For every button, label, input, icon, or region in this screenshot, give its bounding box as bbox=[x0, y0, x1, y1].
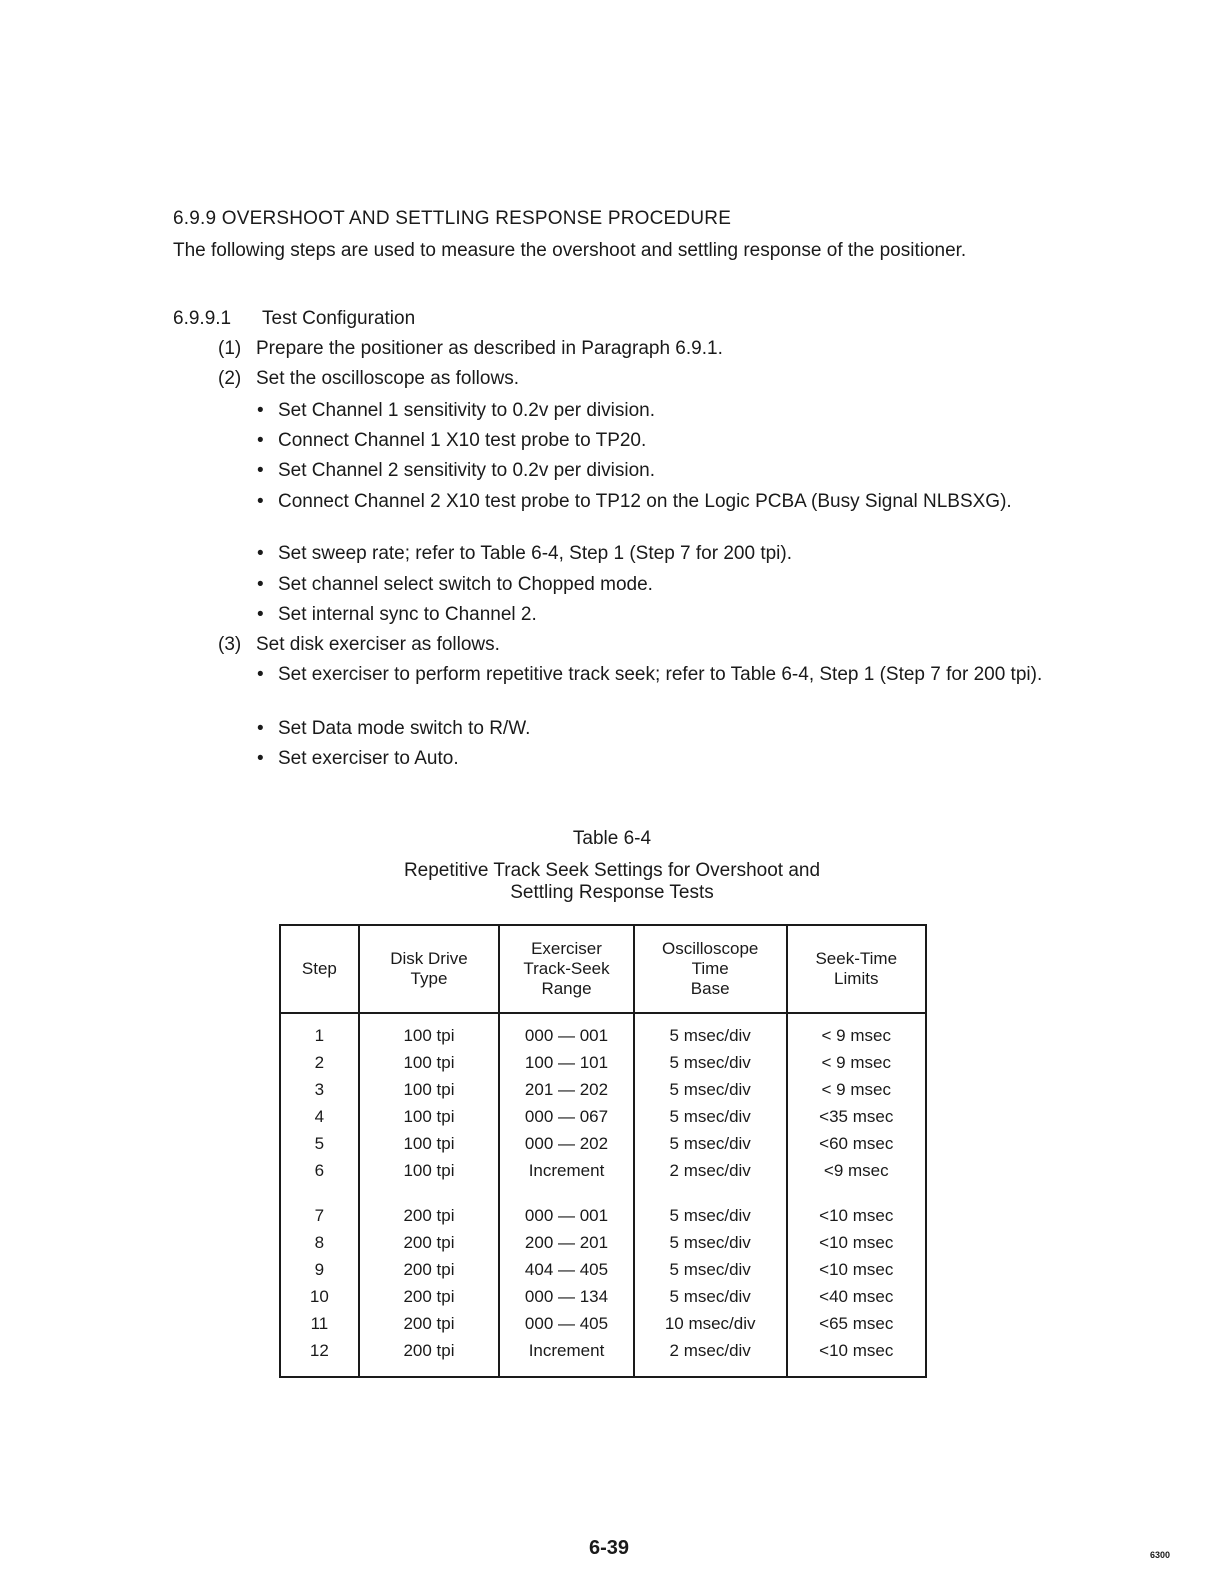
table-row bbox=[280, 1103, 926, 1130]
bullet-icon: • bbox=[257, 574, 264, 595]
cell-type: 200 tpi bbox=[359, 1229, 499, 1256]
cell-range: 000 — 001 bbox=[499, 1184, 634, 1229]
document-code: 6300 bbox=[1150, 1550, 1171, 1560]
cell-step: 2 bbox=[280, 1049, 359, 1076]
cell-range: 000 — 405 bbox=[499, 1310, 634, 1337]
table-row bbox=[280, 1013, 926, 1049]
cell-range: 201 — 202 bbox=[499, 1076, 634, 1103]
table-row bbox=[280, 1283, 926, 1310]
cell-limit: < 9 msec bbox=[787, 1049, 926, 1076]
table-row bbox=[280, 1310, 926, 1337]
cell-type: 200 tpi bbox=[359, 1310, 499, 1337]
bullet-item bbox=[257, 717, 1047, 740]
header-track-seek-range: Exerciser Track-Seek Range bbox=[499, 925, 634, 1013]
cell-step: 6 bbox=[280, 1157, 359, 1184]
table-row bbox=[280, 1157, 926, 1184]
cell-type: 200 tpi bbox=[359, 1184, 499, 1229]
cell-limit: <10 msec bbox=[787, 1337, 926, 1377]
table-row bbox=[280, 1184, 926, 1229]
step-1 bbox=[218, 338, 723, 360]
bullet-icon: • bbox=[257, 543, 264, 564]
cell-limit: <60 msec bbox=[787, 1130, 926, 1157]
cell-timebase: 5 msec/div bbox=[634, 1130, 787, 1157]
section-heading: 6.9.9 OVERSHOOT AND SETTLING RESPONSE PROCEDURE bbox=[173, 208, 732, 229]
bullet-text: Set sweep rate; refer to Table 6-4, Step 1 (Step 7 for 200 tpi). bbox=[278, 543, 792, 564]
bullet-item bbox=[257, 542, 1047, 565]
header-disk-drive-type: Disk Drive Type bbox=[359, 925, 499, 1013]
bullet-icon: • bbox=[257, 718, 264, 739]
cell-range: Increment bbox=[499, 1337, 634, 1377]
bullet-icon: • bbox=[257, 491, 264, 512]
bullet-text: Connect Channel 1 X10 test probe to TP20. bbox=[278, 430, 647, 451]
cell-step: 8 bbox=[280, 1229, 359, 1256]
bullet-item bbox=[257, 399, 1047, 422]
cell-range: 000 — 202 bbox=[499, 1130, 634, 1157]
cell-type: 200 tpi bbox=[359, 1283, 499, 1310]
header-step: Step bbox=[280, 925, 359, 1013]
cell-limit: <35 msec bbox=[787, 1103, 926, 1130]
table-number: Table 6-4 bbox=[572, 828, 652, 849]
cell-range: 404 — 405 bbox=[499, 1256, 634, 1283]
cell-type: 200 tpi bbox=[359, 1337, 499, 1377]
cell-timebase: 5 msec/div bbox=[634, 1184, 787, 1229]
cell-limit: <10 msec bbox=[787, 1229, 926, 1256]
cell-timebase: 2 msec/div bbox=[634, 1157, 787, 1184]
cell-step: 12 bbox=[280, 1337, 359, 1377]
bullet-item bbox=[257, 663, 1047, 686]
subsection-number: 6.9.9.1 bbox=[173, 308, 232, 329]
cell-timebase: 10 msec/div bbox=[634, 1310, 787, 1337]
table-row bbox=[280, 1229, 926, 1256]
cell-limit: <40 msec bbox=[787, 1283, 926, 1310]
cell-type: 100 tpi bbox=[359, 1130, 499, 1157]
table-row bbox=[280, 1076, 926, 1103]
cell-step: 7 bbox=[280, 1184, 359, 1229]
step-text: Set disk exerciser as follows. bbox=[256, 634, 500, 655]
cell-limit: < 9 msec bbox=[787, 1076, 926, 1103]
step-2 bbox=[218, 368, 519, 390]
step-label: (3) bbox=[218, 634, 242, 655]
cell-type: 200 tpi bbox=[359, 1256, 499, 1283]
cell-step: 11 bbox=[280, 1310, 359, 1337]
bullet-item bbox=[257, 429, 1047, 452]
cell-range: 000 — 067 bbox=[499, 1103, 634, 1130]
seek-settings-table bbox=[279, 924, 927, 1378]
cell-type: 100 tpi bbox=[359, 1076, 499, 1103]
bullet-icon: • bbox=[257, 400, 264, 421]
cell-timebase: 2 msec/div bbox=[634, 1337, 787, 1377]
cell-timebase: 5 msec/div bbox=[634, 1229, 787, 1256]
step-label: (1) bbox=[218, 338, 242, 359]
cell-timebase: 5 msec/div bbox=[634, 1103, 787, 1130]
header-time-base: Oscilloscope Time Base bbox=[634, 925, 787, 1013]
bullet-text: Set exerciser to perform repetitive track seek; refer to Table 6-4, Step 1 (Step 7 for 200 tpi). bbox=[278, 664, 1043, 685]
bullet-item bbox=[257, 603, 1047, 626]
step-text: Prepare the positioner as described in Paragraph 6.9.1. bbox=[256, 338, 723, 359]
bullet-text: Connect Channel 2 X10 test probe to TP12 on the Logic PCBA (Busy Signal NLBSXG). bbox=[278, 491, 1012, 512]
cell-step: 5 bbox=[280, 1130, 359, 1157]
bullet-item bbox=[257, 459, 1047, 482]
table-title-line2: Settling Response Tests bbox=[510, 882, 714, 903]
bullet-icon: • bbox=[257, 664, 264, 685]
cell-limit: <65 msec bbox=[787, 1310, 926, 1337]
bullet-text: Set exerciser to Auto. bbox=[278, 748, 459, 769]
cell-limit: <10 msec bbox=[787, 1184, 926, 1229]
bullet-item bbox=[257, 747, 1047, 770]
cell-step: 4 bbox=[280, 1103, 359, 1130]
header-seek-time-limits: Seek-Time Limits bbox=[787, 925, 926, 1013]
cell-timebase: 5 msec/div bbox=[634, 1049, 787, 1076]
cell-type: 100 tpi bbox=[359, 1013, 499, 1049]
cell-range: 000 — 134 bbox=[499, 1283, 634, 1310]
subsection-title: Test Configuration bbox=[262, 308, 416, 329]
cell-type: 100 tpi bbox=[359, 1049, 499, 1076]
bullet-text: Set Data mode switch to R/W. bbox=[278, 718, 531, 739]
cell-type: 100 tpi bbox=[359, 1103, 499, 1130]
cell-step: 10 bbox=[280, 1283, 359, 1310]
subsection-heading bbox=[173, 308, 415, 330]
cell-timebase: 5 msec/div bbox=[634, 1283, 787, 1310]
cell-step: 1 bbox=[280, 1013, 359, 1049]
table-header-row bbox=[280, 925, 926, 1013]
cell-step: 9 bbox=[280, 1256, 359, 1283]
bullet-icon: • bbox=[257, 460, 264, 481]
cell-timebase: 5 msec/div bbox=[634, 1256, 787, 1283]
cell-range: Increment bbox=[499, 1157, 634, 1184]
bullet-item bbox=[257, 490, 1047, 513]
table-row bbox=[280, 1130, 926, 1157]
bullet-icon: • bbox=[257, 748, 264, 769]
bullet-text: Set channel select switch to Chopped mode. bbox=[278, 574, 653, 595]
cell-timebase: 5 msec/div bbox=[634, 1076, 787, 1103]
cell-limit: <9 msec bbox=[787, 1157, 926, 1184]
cell-step: 3 bbox=[280, 1076, 359, 1103]
cell-timebase: 5 msec/div bbox=[634, 1013, 787, 1049]
bullet-icon: • bbox=[257, 430, 264, 451]
step-label: (2) bbox=[218, 368, 242, 389]
bullet-icon: • bbox=[257, 604, 264, 625]
cell-range: 200 — 201 bbox=[499, 1229, 634, 1256]
page-number: 6-39 bbox=[589, 1537, 630, 1559]
step-3 bbox=[218, 634, 500, 656]
bullet-text: Set Channel 2 sensitivity to 0.2v per division. bbox=[278, 460, 656, 481]
bullet-text: Set internal sync to Channel 2. bbox=[278, 604, 537, 625]
table-row bbox=[280, 1049, 926, 1076]
cell-type: 100 tpi bbox=[359, 1157, 499, 1184]
cell-limit: < 9 msec bbox=[787, 1013, 926, 1049]
step-text: Set the oscilloscope as follows. bbox=[256, 368, 519, 389]
bullet-item bbox=[257, 573, 1047, 596]
table-row bbox=[280, 1256, 926, 1283]
cell-limit: <10 msec bbox=[787, 1256, 926, 1283]
cell-range: 100 — 101 bbox=[499, 1049, 634, 1076]
cell-range: 000 — 001 bbox=[499, 1013, 634, 1049]
bullet-text: Set Channel 1 sensitivity to 0.2v per division. bbox=[278, 400, 656, 421]
section-intro: The following steps are used to measure the overshoot and settling response of the positioner. bbox=[173, 240, 967, 261]
table-row bbox=[280, 1337, 926, 1377]
table-title-line1: Repetitive Track Seek Settings for Overshoot and bbox=[403, 860, 821, 881]
